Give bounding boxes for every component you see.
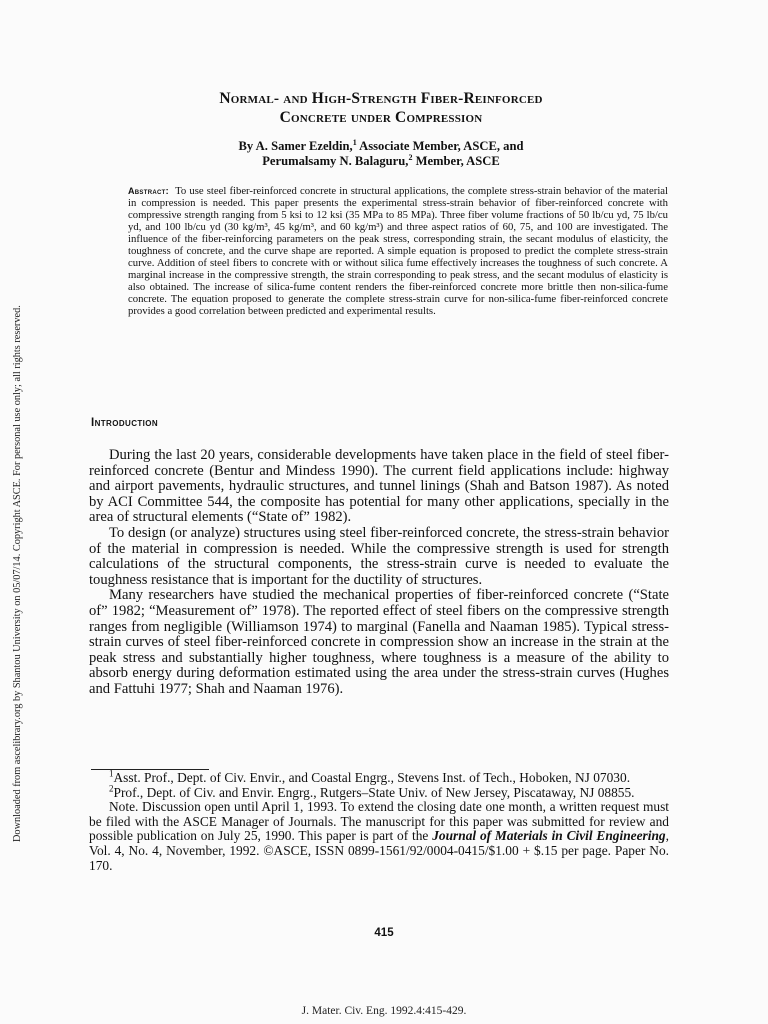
abstract-label: Abstract: — [128, 186, 169, 196]
author-line-2 — [96, 154, 666, 169]
author-2-affiliation: Member, ASCE — [412, 153, 500, 168]
paragraph: During the last 20 years, considerable developments have taken place in the field of steel fiber-reinforced concrete (Bentur and Mindess 1990). The current field applications include: highway and airport pavements, hydraulic structures, and tunnel linings (Shah and Batson 1987). As noted by ACI Committee 544, the composite has potential for many other applications, specially in the area of structural elements (“State of” 1982). — [89, 447, 669, 526]
author-block — [96, 139, 666, 168]
paragraph: To design (or analyze) structures using steel fiber-reinforced concrete, the stress-strain behavior of the material in compression is needed. While the compressive strength is used for strength calculations of the structural components, the stress-strain curve is needed to evaluate the toughness resistance that is important for the ductility of structures. — [89, 524, 669, 588]
abstract-text: To use steel fiber-reinforced concrete in structural applications, the complete stress-strain behavior of the material in compression is needed. This paper presents the experimental stress-strain behavior of fiber-reinforced concrete with compressive strength ranging from 5 ksi to 12 ksi (35 MPa to 85 MPa). Three fiber volume fractions of 50 lb/cu yd, 75 lb/cu yd, and 100 lb/cu yd (30 kg/m³, 45 kg/m³, and 60 kg/m³) and three aspect ratios of 60, 75, and 100 are investigated. The influence of the fiber-reinforcing parameters on the peak stress, corresponding strain, the secant modulus of elasticity, the toughness of concrete, and the curve shape are reported. A simple equation is proposed to predict the complete stress-strain curve. Addition of steel fibers to concrete with or without silica fume effectively increases the toughness of such concrete. A marginal increase in the compressive strength, the strain corresponding to peak stress, and the secant modulus of elasticity is also obtained. The increase of silica-fume content renders the fiber-reinforced concrete more brittle then non-silica-fume concrete. The equation proposed to generate the complete stress-strain curve for non-silica-fume fiber-reinforced concrete provides a good correlation between predicted and experimental results. — [128, 185, 669, 318]
author-line-1 — [96, 139, 666, 154]
author-1-footnote-mark: 1 — [352, 137, 357, 147]
footnote-2-mark: 2 — [109, 783, 114, 794]
note-text-end: , Vol. 4, No. 4, November, 1992. ©ASCE, ISSN 0899-1561/92/0004-0415/$1.00 + $.15 per page. Paper No. 170. — [89, 828, 669, 873]
download-notice: Downloaded from ascelibrary.org by Shantou University on 05/07/14. Copyright ASCE. For personal use only; all rights reserved. — [12, 305, 23, 842]
footnotes — [89, 768, 669, 873]
title-line-1: Normal- and High-Strength Fiber-Reinforced — [219, 90, 543, 107]
introduction-body — [89, 448, 669, 698]
paragraph: Many researchers have studied the mechanical properties of fiber-reinforced concrete (“State of” 1982; “Measurement of” 1978). The reported effect of steel fibers on the compressive strength ranges from negligible (Williamson 1974) to marginal (Fanella and Naaman 1985). Typical stress-strain curves of steel fiber-reinforced concrete in compression show an increase in the strain at the peak stress and substantially higher toughness, where toughness is a measure of the ability to absorb energy during deformation estimated using the area under the stress-strain curves (Hughes and Fattuhi 1977; Shah and Naaman 1976). — [89, 587, 669, 697]
author-1-name: By A. Samer Ezeldin, — [238, 139, 353, 153]
discussion-note — [89, 800, 669, 873]
author-1-affiliation: Associate Member, ASCE, and — [356, 139, 524, 153]
author-2-footnote-mark: 2 — [408, 152, 413, 162]
journal-citation: J. Mater. Civ. Eng. 1992.4:415-429. — [301, 1005, 467, 1017]
footnote-1-text: Asst. Prof., Dept. of Civ. Envir., and Coastal Engrg., Stevens Inst. of Tech., Hoboken, NJ 07030. — [113, 770, 631, 785]
author-2-name: Perumalsamy N. Balaguru, — [262, 153, 409, 168]
note-text-start: Note. Discussion open until April 1, 1993. To extend the closing date one month, a written request must be filed with the ASCE Manager of Journals. The manuscript for this paper was submitted for review and possible publication on July 25, 1990. This paper is part of the — [89, 799, 669, 844]
paper-title — [96, 89, 666, 127]
footnote-1-mark: 1 — [109, 768, 114, 779]
footnote-2 — [89, 783, 669, 801]
journal-name: Journal of Materials in Civil Engineering — [432, 828, 666, 844]
footnote-1 — [89, 768, 669, 786]
abstract — [128, 185, 668, 318]
title-line-2: Concrete under Compression — [279, 109, 483, 126]
page-number: 415 — [374, 927, 394, 939]
footnote-2-text: Prof., Dept. of Civ. and Envir. Engrg., Rutgers–State Univ. of New Jersey, Piscataway, NJ 08855. — [113, 784, 635, 800]
section-heading-introduction: Introduction — [91, 417, 159, 429]
